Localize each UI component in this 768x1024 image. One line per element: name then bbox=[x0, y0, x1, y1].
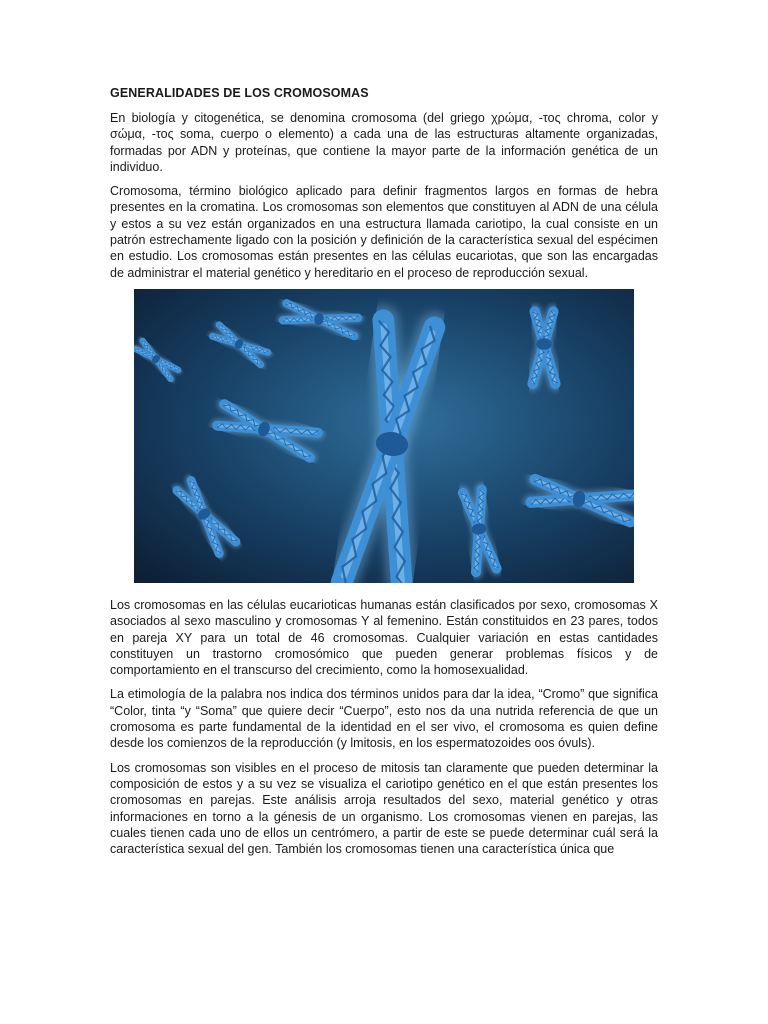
paragraph-etimologia: La etimología de la palabra nos indica dos términos unidos para dar la idea, “Cromo” que significa “Color, tinta “y “Soma” que quiere decir “Cuerpo”, esto nos da una nutrida referencia de que un cromosoma es parte fundamental de la identidad en el ser vivo, el cromosoma es quien define desde los comienzos de la reproducción (y lmitosis, en los espermatozoides oos óvuls). bbox=[110, 687, 658, 751]
chromosome-illustration-svg bbox=[134, 289, 634, 583]
document-title: GENERALIDADES DE LOS CROMOSOMAS bbox=[110, 86, 369, 100]
chromosome-illustration bbox=[134, 289, 634, 583]
paragraph-definition: En biología y citogenética, se denomina cromosoma (del griego χρώμα, -τος chroma, color y σώμα, -τος soma, cuerpo o elemento) a cada una de las estructuras altamente organizadas, formadas por ADN y proteínas, que contiene la mayor parte de la información genética de un individuo. bbox=[110, 111, 658, 174]
paragraph-clasificacion: Los cromosomas en las células eucarioticas humanas están clasificados por sexo, cromosomas X asociados al sexo masculino y cromosomas Y al femenino. Están constituidos en 23 pares, todos en pareja XY para un total de 46 cromosomas. Cualquier variación en estas cantidades constituyen un trastorno cromosómico que pueden generar problemas físicos y de comportamiento en el transcurso del crecimiento, como la homosexualidad. bbox=[110, 597, 658, 678]
document-body bbox=[110, 86, 658, 865]
paragraph-cromosoma: Cromosoma, término biológico aplicado para definir fragmentos largos en formas de hebra presentes en la cromatina. Los cromosomas son elementos que constituyen al ADN de una célula y estos a su vez están organizados en una estructura llamada cariotipo, la cual consiste en un patrón estrechamente ligado con la posición y definición de la característica sexual del espécimen en estudio. Los cromosomas están presentes en las células eucariotas, que son las encargadas de administrar el material genético y hereditario en el proceso de reproducción sexual. bbox=[110, 184, 658, 280]
paragraph-mitosis: Los cromosomas son visibles en el proceso de mitosis tan claramente que pueden determinar la composición de estos y a su vez se visualiza el cariotipo genético en el que están presentes los cromosomas en parejas. Este análisis arroja resultados del sexo, material genético y otras informaciones en torno a la génesis de un organismo. Los cromosomas vienen en parejas, las cuales tienen cada uno de ellos un centrómero, a partir de este se puede determinar cuál será la característica sexual del gen. También los cromosomas tienen una característica única que bbox=[110, 760, 658, 857]
